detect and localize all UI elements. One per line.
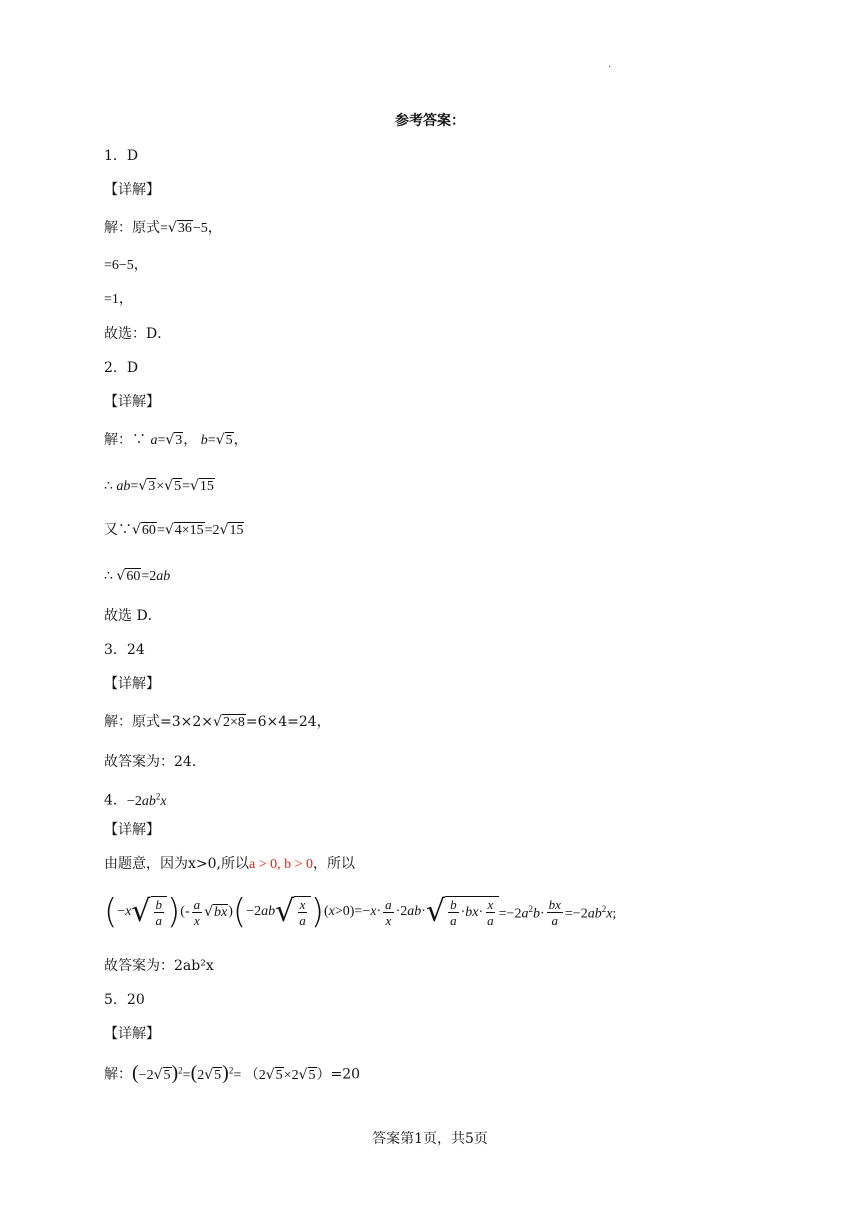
header-mark: ·	[608, 62, 612, 73]
q5-detail-heading: 【详解】	[104, 1026, 160, 1042]
q1-line3: =1，	[104, 292, 133, 307]
q4-line1-suffix: ，所以	[313, 856, 355, 872]
q4-line1-prefix: 由题意，因为	[104, 856, 188, 872]
q1-number: 1．D	[104, 148, 139, 164]
q4-line1-mid: x>0,所以	[188, 856, 249, 872]
q5-number: 5．20	[104, 992, 145, 1008]
q1-detail-heading: 【详解】	[104, 182, 160, 198]
q3-line1: 解：原式=3×2×√2×8=6×4=24，	[104, 714, 331, 730]
q4-equation: ( − x √ $\frac{b}{a}$ ) (- $\frac{a}{x}$ √ bx ) ( −2 ab √ $\frac{x}{a}$ ) (x>0)=−x· $\frac{a}{x}$ ·2ab· √ $\frac{b}{a}$ · bx · $\frac{x}{a}$ $=-2a^2b\cdot$ $\frac{bx}{a}$ $=-2ab^2x$;	[104, 892, 617, 932]
q4-number-prefix: 4．	[104, 792, 127, 809]
q2-detail-heading: 【详解】	[104, 394, 160, 410]
q3-line1-prefix: 解：原式=3×2×	[104, 714, 214, 730]
q3-line1-suffix: =6×4=24，	[245, 714, 331, 730]
q3-conclusion: 故答案为：24．	[104, 754, 206, 770]
q5-line1-prefix: 解：	[104, 1066, 132, 1083]
page-title: 参考答案：	[395, 113, 465, 129]
q5-line1-suffix: =20	[330, 1066, 361, 1083]
q1-conclusion: 故选：D．	[104, 326, 172, 342]
page-footer: 答案第1页，共5页	[372, 1131, 488, 1147]
q1-line1: 解：原式=√36−5，	[104, 220, 222, 236]
q1-line2: =6−5，	[104, 258, 148, 273]
q4-conclusion: 故答案为：2ab²x	[104, 958, 214, 974]
q2-line3: 又∵√60=√4×15=2√15	[104, 522, 244, 538]
q2-line3-prefix: 又∵	[104, 522, 132, 538]
q3-detail-heading: 【详解】	[104, 676, 160, 692]
q4-line1	[104, 854, 355, 875]
q5-line1: 解：$(-2√5)^2=(2√5)^2= (2√5\times 2√5)=20$	[104, 1061, 361, 1084]
q2-conclusion: 故选 D．	[104, 608, 162, 624]
q1-line1-prefix: 解：原式	[104, 220, 160, 236]
q2-number: 2．D	[104, 360, 139, 376]
q4-number: 4．$-2ab^2x$	[104, 791, 167, 809]
q4-detail-heading: 【详解】	[104, 822, 160, 838]
q4-condition: a > 0, b > 0	[248, 857, 313, 872]
q2-line1-prefix: 解：∵	[104, 432, 146, 448]
q2-line4: ∴ √60=2ab	[104, 568, 171, 584]
q2-line2: ∴ ab=√3×√5=√15	[104, 478, 214, 494]
q3-number: 3．24	[104, 642, 145, 658]
q2-line1: 解：∵ a=√3， b=√5，	[104, 432, 248, 448]
